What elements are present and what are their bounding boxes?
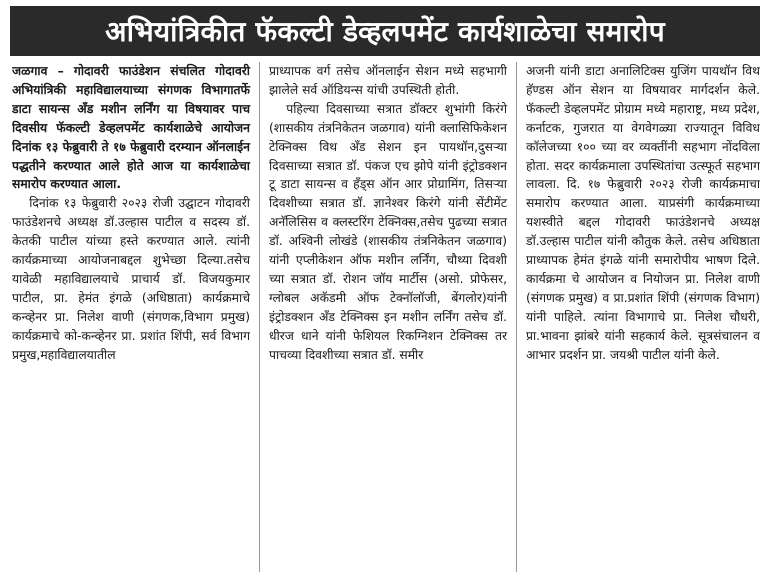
- article-headline: अभियांत्रिकीत फॅकल्टी डेव्हलपमेंट कार्यशाळेचा समारोप: [10, 6, 760, 56]
- body-paragraph: दिनांक १३ फेब्रुवारी २०२३ रोजी उद्घाटन गोदावरी फाउंडेशनचे अध्यक्ष डॉ.उल्हास पाटील व सदस्य डॉ. केतकी पाटील यांच्या हस्ते करण्यात आले. त्यांनी कार्यक्रमाच्या आयोजनाबद्दल शुभेच्छा दिल्या.तसेच यावेळी महाविद्यालयाचे प्राचार्य डॉ. विजयकुमार पाटील, प्रा. हेमंत इंगळे (अधिष्ठाता) कार्यक्रमाचे कन्व्हेनर प्रा. निलेश वाणी (संगणक,विभाग प्रमुख) कार्यक्रमाचे को-कन्व्हेनर प्रा. प्रशांत शिंपी, सर्व विभाग प्रमुख,महाविद्यालयातील: [12, 196, 250, 362]
- article-column-3: [517, 62, 760, 572]
- body-paragraph: प्राध्यापक वर्ग तसेच ऑनलाईन सेशन मध्ये सहभागी झालेले सर्व ऑडियन्स यांची उपस्थिती होती.: [269, 64, 507, 97]
- body-paragraph: अजनी यांनी डाटा अनालिटिक्स युजिंग पायथॉन विथ हॅण्डस ऑन सेशन या विषयावर मार्गदर्शन केले. फॅकल्टी डेव्हलपमेंट प्रोग्राम मध्ये महाराष्ट्र, मध्य प्रदेश, कर्नाटक, गुजरात या वेगवेगळ्या राज्यातून विविध कॉलेजच्या १०० च्या वर व्यक्तींनी सहभाग नोंदविला होता. सदर कार्यक्रमाला उपस्थितांचा उत्स्फूर्त सहभाग लावला. दि. १७ फेब्रुवारी २०२३ रोजी कार्यक्रमाचा समारोप करण्यात आला. याप्रसंगी कार्यक्रमाच्या यशस्वीते बद्दल गोदावरी फाउंडेशनचे अध्यक्ष डॉ.उल्हास पाटील यांनी कौतुक केले. तसेच अधिष्ठाता प्राध्यापक हेमंत इंगळे यांनी समारोपीय भाषण दिले. कार्यक्रमा चे आयोजन व नियोजन प्रा. निलेश वाणी (संगणक प्रमुख) व प्रा.प्रशांत शिंपी (संगणक विभाग) यांनी पाहिले. त्यांना विभागाचे प्रा. निलेश चौधरी, प्रा.भावना झांबरे यांनी सहकार्य केले. सूत्रसंचालन व आभार प्रदर्शन प्रा. जयश्री पाटील यांनी केले.: [526, 64, 760, 362]
- body-paragraph: पहिल्या दिवसाच्या सत्रात डॉक्टर शुभांगी किरंगे (शासकीय तंत्रनिकेतन जळगाव) यांनी क्लासिफिकेशन टेक्निक्स विथ अँड सेशन इन पायथॉन,दुसऱ्या दिवसाच्या सत्रात डॉ. पंकज एच झोपे यांनी इंट्रोडक्शन टू डाटा सायन्स व हँड्स ऑन आर प्रोग्रामिंग, तिसऱ्या दिवशीच्या सत्रात डॉ. ज्ञानेश्वर किरंगे यांनी सेंटीमेंट अनॅलिसिस व क्लस्टरिंग टेक्निक्स,तसेच पुढच्या सत्रात डॉ. अश्विनी लोखंडे (शासकीय तंत्रनिकेतन जळगाव) यांनी एप्लीकेशन ऑफ मशीन लर्निंग, चौथ्या दिवशी च्या सत्रात डॉ. रोशन जॉय मार्टीस (असो. प्रोफेसर, ग्लोबल अकॅडमी ऑफ टेक्नॉलॉजी, बेंगलोर)यांनी इंट्रोडक्शन अँड टेक्निक्स इन मशीन लर्निंग तसेच डॉ. धीरज धाने यांनी फेशियल रिकग्निशन टेक्निक्स तर पाचव्या दिवशीच्या सत्रात डॉ. समीर: [269, 101, 507, 362]
- article-column-1: [12, 62, 260, 572]
- lead-paragraph: जळगाव – गोदावरी फाउंडेशन संचलित गोदावरी अभियांत्रिकी महाविद्यालयाच्या संगणक विभागातर्फे डाटा सायन्स अँड मशीन लर्निंग या विषयावर पाच दिवसीय फॅकल्टी डेव्हलपमेंट कार्यशाळेचे आयोजन दिनांक १३ फेब्रुवारी ते १७ फेब्रुवारी दरम्यान ऑनलाईन पद्धतीने करण्यात आले होते आज या कार्यशाळेचा समारोप करण्यात आला.: [12, 64, 250, 192]
- article-body: [12, 62, 760, 572]
- article-column-2: [260, 62, 517, 572]
